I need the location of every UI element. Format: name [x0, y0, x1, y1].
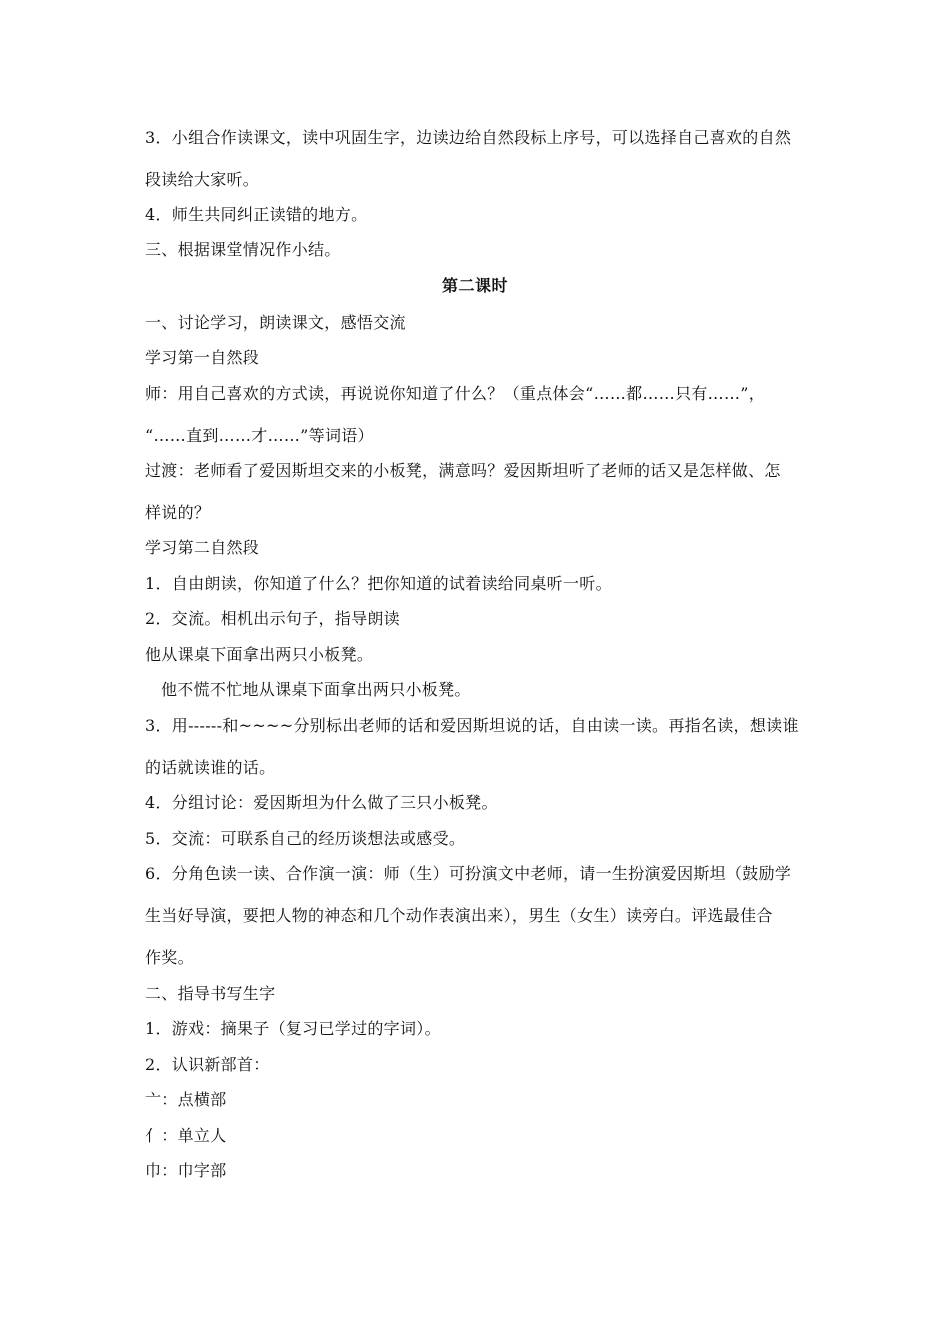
- paragraph-line: 二、指导书写生字: [145, 984, 276, 1003]
- paragraph-line: 段读给大家听。: [145, 170, 260, 189]
- paragraph-line: 5．交流：可联系自己的经历谈想法或感受。: [145, 829, 466, 848]
- paragraph-line: 2．交流。相机出示句子，指导朗读: [145, 609, 400, 628]
- paragraph-line: 4．分组讨论：爱因斯坦为什么做了三只小板凳。: [145, 793, 498, 812]
- paragraph-line: 巾：巾字部: [145, 1161, 227, 1180]
- paragraph-line: 4．师生共同纠正读错的地方。: [145, 205, 368, 224]
- section-heading: 第二课时: [441, 276, 508, 295]
- paragraph-line: 亻：单立人: [145, 1126, 227, 1145]
- paragraph-line: 一、讨论学习，朗读课文，感悟交流: [145, 313, 406, 332]
- paragraph-line: 过渡：老师看了爱因斯坦交来的小板凳，满意吗？爱因斯坦听了老师的话又是怎样做、怎: [145, 461, 781, 480]
- paragraph-line: 1．自由朗读，你知道了什么？把你知道的试着读给同桌听一听。: [145, 574, 612, 593]
- paragraph-line: 的话就读谁的话。: [145, 758, 276, 777]
- paragraph-line: 样说的？: [145, 503, 211, 522]
- paragraph-line: 他从课桌下面拿出两只小板凳。: [145, 645, 374, 664]
- paragraph-line: 2．认识新部首：: [145, 1055, 270, 1074]
- paragraph-line: “……直到……才……”等词语）: [145, 426, 374, 445]
- paragraph-line: 他不慌不忙地从课桌下面拿出两只小板凳。: [161, 680, 471, 699]
- paragraph-line: 3．小组合作读课文，读中巩固生字，边读边给自然段标上序号，可以选择自己喜欢的自然: [145, 128, 792, 147]
- paragraph-line: 亠：点横部: [145, 1090, 227, 1109]
- paragraph-line: 学习第一自然段: [145, 348, 260, 367]
- paragraph-line: 1．游戏：摘果子（复习已学过的字词）。: [145, 1019, 441, 1038]
- paragraph-line: 6．分角色读一读、合作演一演：师（生）可扮演文中老师，请一生扮演爱因斯坦（鼓励学: [145, 864, 792, 883]
- paragraph-line: 学习第二自然段: [145, 538, 260, 557]
- paragraph-line: 作奖。: [145, 948, 194, 967]
- paragraph-line: 生当好导演，要把人物的神态和几个动作表演出来），男生（女生）读旁白。评选最佳合: [145, 906, 773, 925]
- paragraph-line: 师：用自己喜欢的方式读，再说说你知道了什么？（重点体会“……都……只有……”，: [145, 384, 766, 403]
- paragraph-line: 三、根据课堂情况作小结。: [145, 240, 341, 259]
- paragraph-line: 3．用------和~~~~分别标出老师的话和爱因斯坦说的话，自由读一读。再指名读，想读谁: [145, 716, 799, 735]
